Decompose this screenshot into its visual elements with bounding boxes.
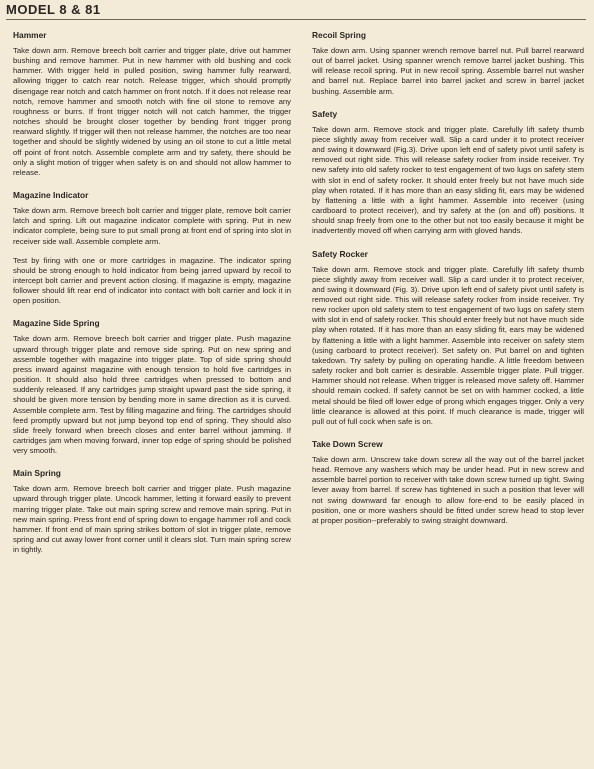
section-main-spring (13, 468, 291, 555)
section-heading: Main Spring (13, 468, 61, 479)
section-heading: Magazine Indicator (13, 190, 89, 201)
section-paragraph: Take down arm. Remove breech bolt carrier and trigger plate. Push magazine upward through trigger plate. Uncock hammer, letting it forward easily to prevent marring trigger plate. Take out main spring screw and remove main spring. Put in new main spring. Press front end of spring down to engage hammer roll and cock hammer. If front end of main spring strikes bottom of slot in trigger plate, remove spring and cut away lower front corner until it clears slot. Turn main spring screw in tightly. (13, 484, 291, 555)
section-heading: Hammer (13, 30, 47, 40)
section-hammer (13, 30, 291, 178)
section-heading: Take Down Screw (312, 439, 383, 449)
section-paragraph: Take down arm. Using spanner wrench remove barrel nut. Pull barrel rearward out of barrel jacket. Using spanner wrench remove barrel jacket bushing. This will release recoil spring. Put in new recoil spring. Assemble barrel nut washer and barrel nut. Replace barrel into barrel jacket and screw in barrel jacket bushing. Assemble arm. (312, 46, 584, 96)
header-rule (6, 19, 586, 20)
section-paragraph: Take down arm. Remove breech bolt carrier and trigger plate. Push magazine upward through trigger plate and remove side spring. Put on new spring and assemble together with magazine into trigger plate. Top of side spring should press inward against magazine with enough tension to hold five cartridges in position. It should also hold three cartridges when pressed to bottom and suddenly released. If any cartridges jump straight upward past the side spring, it should be given more tension by bending more in same direction as it is curved. Assemble complete arm. Test by filling magazine and firing. The cartridges should feed promptly upward but not jump beyond top end of spring. They should also slide freely forward when breech closes and enter barrel without jamming. If cartridges jam when moving forward, inner top edge of spring should be polished very smooth. (13, 334, 291, 456)
section-paragraph: Take down arm. Unscrew take down screw all the way out of the barrel jacket head. Remove any washers which may be under head. Put in new screw and assemble barrel portion to receiver with take down screw turned up tight. Swing lever away from barrel. If screw has tightened in such a position that lever will not swing downward far enough to allow fore-end to be easily placed in position, one or more washers should be fitted under screw head to stop lever at proper position--preferably to swing straight downward. (312, 455, 584, 525)
section-paragraph: Take down arm. Remove breech bolt carrier and trigger plate, remove bolt carrier latch and spring. Lift out magazine indicator complete with spring. Put in new indicator complete, being sure to put small prong at front end of spring into slot in receiver side wall. Assemble complete arm. (13, 206, 291, 246)
section-magazine-side-spring (13, 318, 291, 456)
section-recoil-spring (312, 30, 584, 97)
section-magazine-indicator (13, 190, 291, 306)
section-safety-rocker (312, 249, 584, 428)
section-paragraph: Take down arm. Remove stock and trigger plate. Carefully lift safety thumb piece slightly away from receiver wall. Slip a card under it to protect receiver, and swing it downward (Fig. 3). Drive upon left end of safety pivot until safety is removed out right side. This will release safety rocker from inside receiver. Try new rocker upon old safety stem to test engagement of two lugs on safety stem with slot in end of safety rocker. This should enter freely but not have much side play when rotated. If it has more than an easy sliding fit, ears may be widened by flattening a little with a light hammer. Assemble into receiver on safety stem (using carboard to protect receiver). Set safety on. Put barrel on and tighten takedown. Try safety by pulling on operating handle. A little freedom between safety rocker and bolt carrier is desirable. Assemble trigger plate. Pull trigger. Hammer should not release. When trigger is released move safety off. Hammer should remain cocked. If safety cannot be set on with hammer cocked, a little metal should be filed off lower edge of prong which engages trigger. Only a very little clearance is allowed at this point. If much clearance is made, trigger will pull out of full cock when safe is on. (312, 264, 584, 426)
page-title: MODEL 8 & 81 (6, 2, 101, 17)
section-heading: Safety Rocker (312, 248, 368, 259)
section-heading: Magazine Side Spring (13, 318, 100, 329)
section-paragraph: Take down arm. Remove breech bolt carrier and trigger plate, drive out hammer bushing and remove hammer. Put in new hammer with old bushing and cock hammer. With trigger held in pulled position, swing hammer fully rearward, allowing trigger to catch rear notch. Release trigger, which should promptly disengage rear notch and catch hammer on front notch. If it does not release rear notch, remove hammer and smooth notch with fine oil stone to remove any roughness or burrs. If front trigger notch will not catch hammer, the trigger notches should be brought closer together by bending front trigger prong rearward slightly. If trigger will then not release hammer, the notches are too near together and should be slightly widened by using an oil stone to cut a little metal off point of front notch. Assemble complete arm and try safety, there should be only a slight motion of trigger when safety is on and should not allow hammer to release. (13, 46, 291, 177)
section-safety (312, 109, 584, 237)
section-heading: Recoil Spring (312, 30, 366, 40)
section-paragraph: Take down arm. Remove stock and trigger plate. Carefully lift safety thumb piece slightly away from receiver wall. Slip a card under it to protect receiver and swing it downward (Fig.3). Drive upon left end of safety pivot until safety is removed out right side. This will release safety rocker from inside receiver. Try new safety into old safety rocker to test engagement of two lugs on safety stem with slot in end of safety rocker. It should enter freely but not have much side play when rotated. If it has more than an easy sliding fit, ears may be widened by flattening a little with a light hammer. Assemble into receiver (using cardboard to protect receiver), and try safety at the (on and off) positions. It should snap freely from one to the other but not too easily because it might be inadvertently moved off when carrying arm with gloved hands. (312, 124, 584, 236)
section-take-down-screw (312, 439, 584, 526)
left-column (13, 30, 291, 769)
section-paragraph: Test by firing with one or more cartridges in magazine. The indicator spring should be strong enough to hold indicator from being jarred upward by recoil to intercept bolt carrier and prevent action closing. If magazine is empty, magazine follower should lift rear end of indicator into contact with bolt carrier and lock it in open position. (13, 255, 291, 306)
right-column (312, 30, 584, 769)
section-heading: Safety (312, 108, 338, 119)
